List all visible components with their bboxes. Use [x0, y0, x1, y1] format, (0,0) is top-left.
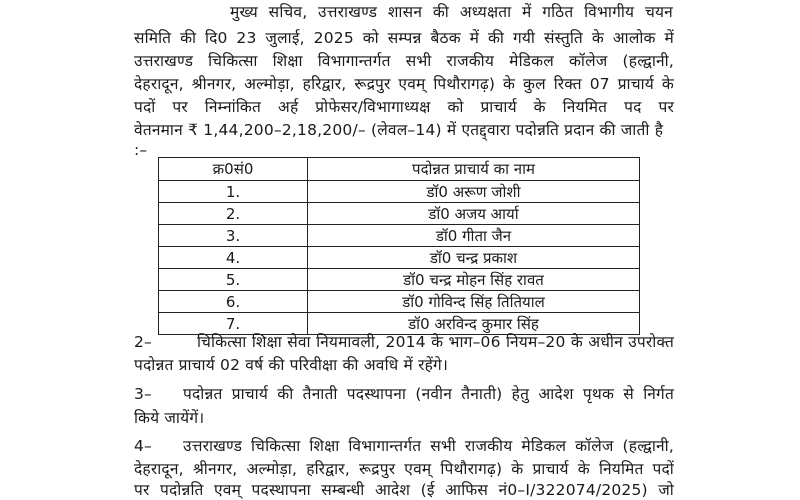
header-principal-name: पदोन्नत प्राचार्य का नाम: [308, 158, 640, 181]
row-serial: 3.: [159, 225, 308, 247]
row-name: डॉ0 अरूण जोशी: [308, 181, 640, 203]
row-serial: 6.: [159, 291, 308, 313]
row-serial: 5.: [159, 269, 308, 291]
para1-line-4: देहरादून, श्रीनगर, अल्मोड़ा, हरिद्वार, रूद्रपुर एवम् पिथौरागढ़) के कुल रिक्त 07 प्राचार्य के: [134, 75, 674, 93]
row-name: डॉ0 अरविन्द कुमार सिंह: [308, 313, 640, 335]
para4-line-3: पर पदोन्नति एवम् पदस्थापना सम्बन्धी आदेश (ई आफिस नं0–I/322074/2025) जो: [134, 481, 674, 499]
table-row: [159, 247, 640, 269]
para2-number: 2–: [134, 333, 153, 351]
promotion-table: [158, 157, 640, 335]
row-serial: 2.: [159, 203, 308, 225]
row-serial: 7.: [159, 313, 308, 335]
row-name: डॉ0 अजय आर्या: [308, 203, 640, 225]
para3-line-1: पदोन्नत प्राचार्य की तैनाती पदस्थापना (नवीन तैनाती) हेतु आदेश पृथक से निर्गत: [183, 385, 674, 403]
table-header-row: [159, 158, 640, 181]
para3-line-2: किये जायेंगें।: [134, 409, 205, 427]
table-row: [159, 181, 640, 203]
para1-line-5: पदों पर निम्नांकित अर्ह प्रोफेसर/विभागाध्यक्ष को प्राचार्य के नियमित पद पर: [134, 98, 674, 116]
para1-line-3: उत्तराखण्ड चिकित्सा शिक्षा विभागान्तर्गत सभी राजकीय मेडिकल कॉलेज (हल्द्वानी,: [134, 52, 674, 70]
para1-line-6: वेतनमान ₹ 1,44,200–2,18,200/– (लेवल–14) में एतद्द्वारा पदोन्नति प्रदान की जाती है: [134, 121, 664, 139]
row-name: डॉ0 गीता जैन: [308, 225, 640, 247]
para4-line-1: उत्तराखण्ड चिकित्सा शिक्षा विभागान्तर्गत सभी राजकीय मेडिकल कॉलेज (हल्द्वानी,: [183, 437, 674, 455]
para1-line-1: मुख्य सचिव, उत्तराखण्ड शासन की अध्यक्षता में गठित विभागीय चयन: [230, 3, 673, 21]
para1-line-2: समिति की दि0 23 जुलाई, 2025 को सम्पन्न बैठक में की गयी संस्तुति के आलोक में: [134, 29, 674, 47]
table-row: [159, 291, 640, 313]
row-name: डॉ0 चन्द्र मोहन सिंह रावत: [308, 269, 640, 291]
para4-line-2: देहरादून, श्रीनगर, अल्मोड़ा, हरिद्वार, रूद्रपुर एवम् पिथौरागढ़) के प्राचार्य के नियमित पदों: [134, 460, 674, 478]
para3-number: 3–: [134, 385, 153, 403]
row-serial: 1.: [159, 181, 308, 203]
table-row: [159, 203, 640, 225]
table-row: [159, 225, 640, 247]
row-serial: 4.: [159, 247, 308, 269]
row-name: डॉ0 चन्द्र प्रकाश: [308, 247, 640, 269]
para2-line-1: चिकित्सा शिक्षा सेवा नियमावली, 2014 के भाग–06 नियम–20 के अधीन उपरोक्त: [197, 333, 674, 351]
table-row: [159, 269, 640, 291]
para1-line-7: :–: [134, 141, 148, 159]
para2-line-2: पदोन्नत प्राचार्य 02 वर्ष की परिवीक्षा की अवधि में रहेंगे।: [134, 356, 449, 374]
header-serial-number: क्र0सं0: [159, 158, 308, 181]
para4-number: 4–: [134, 437, 153, 455]
row-name: डॉ0 गोविन्द सिंह तितियाल: [308, 291, 640, 313]
